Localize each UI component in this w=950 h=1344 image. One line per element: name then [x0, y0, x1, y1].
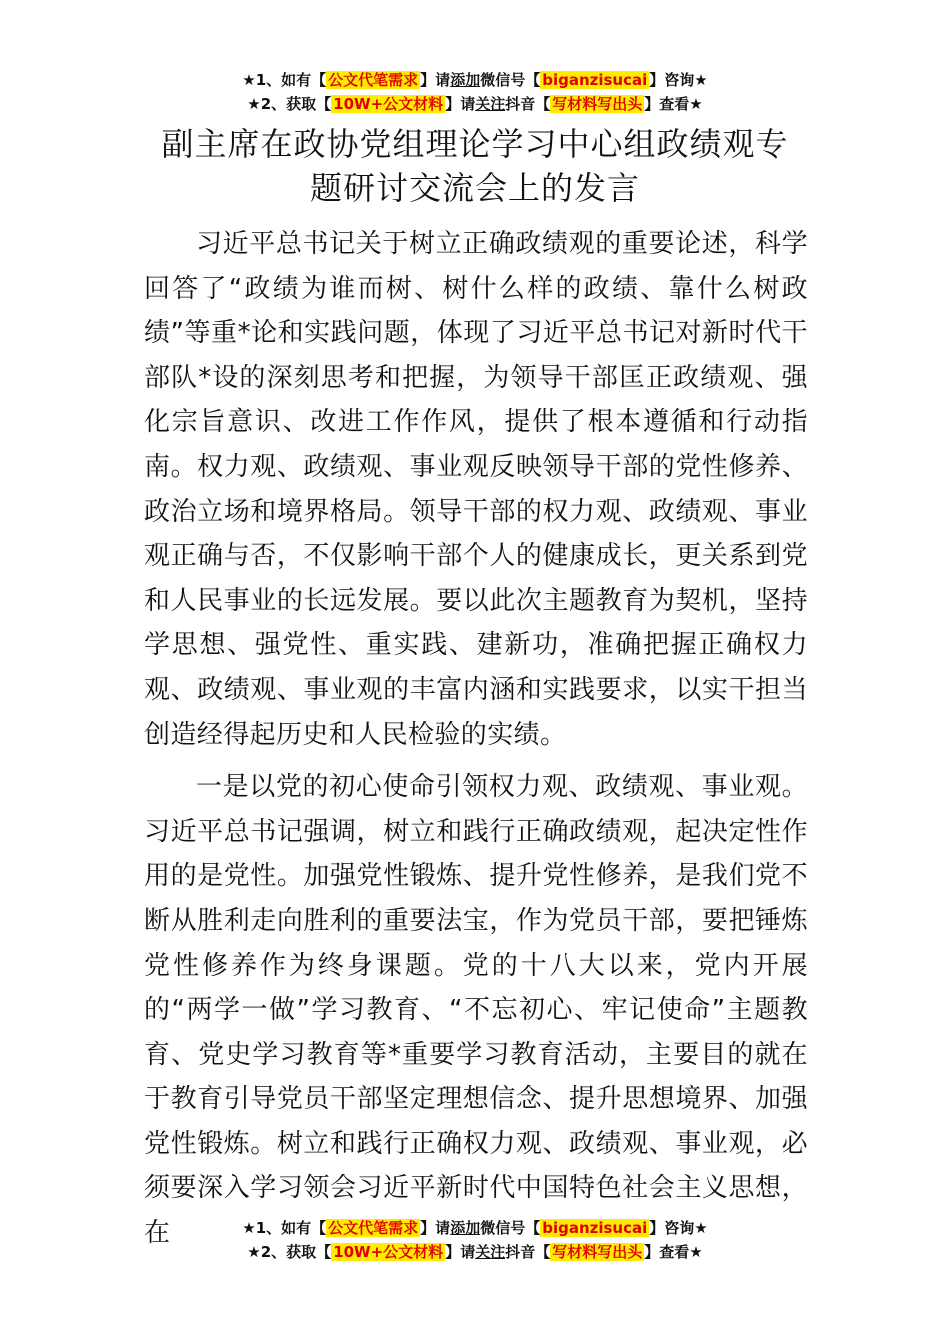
promo-text: 】请 — [420, 71, 451, 89]
promo-text: 】咨询★ — [649, 1219, 708, 1237]
promo-text: 微信号【 — [480, 1219, 541, 1237]
promo-text: ★2、获取【 — [247, 1243, 332, 1261]
promo-underlined-text: 添加 — [450, 71, 481, 89]
promo-text: 】请 — [445, 1243, 476, 1261]
promo-text: 】请 — [420, 1219, 451, 1237]
promo-underlined-text: 添加 — [450, 1219, 481, 1237]
document-title — [120, 122, 830, 210]
body-paragraph-2: 一是以党的初心使命引领权力观、政绩观、事业观。习近平总书记强调，树立和践行正确政绩观，起决定性作用的是党性。加强党性锻炼、提升党性修养，是我们党不断从胜利走向胜利的重要法宝，作为党员干部，要把锤炼党性修养作为终身课题。党的十八大以来，党内开展的“两学一做”学习教育、“不忘初心、牢记使命”主题教育、党史学习教育等*重要学习教育活动，主要目的就在于教育引导党员干部坚定理想信念、提升思想境界、加强党性锻炼。树立和践行正确权力观、政绩观、事业观，必须要深入学习领会习近平新时代中国特色社会主义思想，在 — [144, 772, 808, 1249]
promo-text: ★1、如有【 — [242, 71, 327, 89]
promo-highlight: biganzisucai — [542, 1219, 648, 1237]
promo-text: ★2、获取【 — [247, 95, 332, 113]
promo-text: 】请 — [445, 95, 476, 113]
promo-highlight: 写材料写出头 — [552, 95, 643, 113]
promo-text: ★1、如有【 — [242, 1219, 327, 1237]
promo-text: 】查看★ — [644, 1243, 703, 1261]
promo-highlight: 10W+公文材料 — [333, 95, 444, 113]
promo-line-1 — [0, 1216, 950, 1240]
promo-line-2 — [0, 92, 950, 116]
promo-text: 】咨询★ — [649, 71, 708, 89]
promo-text: 抖音【 — [505, 1243, 551, 1261]
promo-highlight: 公文代笔需求 — [328, 1219, 419, 1237]
promo-highlight: biganzisucai — [542, 71, 648, 89]
promo-text: 】查看★ — [644, 95, 703, 113]
promo-line-2 — [0, 1240, 950, 1264]
document-body — [144, 222, 808, 1256]
promo-banner-top — [0, 68, 950, 116]
promo-text: 微信号【 — [480, 71, 541, 89]
promo-line-1 — [0, 68, 950, 92]
promo-highlight: 公文代笔需求 — [328, 71, 419, 89]
promo-highlight: 写材料写出头 — [552, 1243, 643, 1261]
promo-banner-bottom — [0, 1216, 950, 1264]
promo-highlight: 10W+公文材料 — [333, 1243, 444, 1261]
promo-underlined-text: 关注 — [475, 95, 506, 113]
body-paragraph-1: 习近平总书记关于树立正确政绩观的重要论述，科学回答了“政绩为谁而树、树什么样的政绩、靠什么树政绩”等重*论和实践问题，体现了习近平总书记对新时代干部队*设的深刻思考和把握，为领导干部匡正政绩观、强化宗旨意识、改进工作作风，提供了根本遵循和行动指南。权力观、政绩观、事业观反映领导干部的党性修养、政治立场和境界格局。领导干部的权力观、政绩观、事业观正确与否，不仅影响干部个人的健康成长，更关系到党和人民事业的长远发展。要以此次主题教育为契机，坚持学思想、强党性、重实践、建新功，准确把握正确权力观、政绩观、事业观的丰富内涵和实践要求，以实干担当创造经得起历史和人民检验的实绩。 — [144, 229, 808, 750]
title-line-1: 副主席在政协党组理论学习中心组政绩观专 — [161, 125, 789, 163]
title-line-2: 题研讨交流会上的发言 — [309, 169, 640, 207]
promo-underlined-text: 关注 — [475, 1243, 506, 1261]
promo-text: 抖音【 — [505, 95, 551, 113]
